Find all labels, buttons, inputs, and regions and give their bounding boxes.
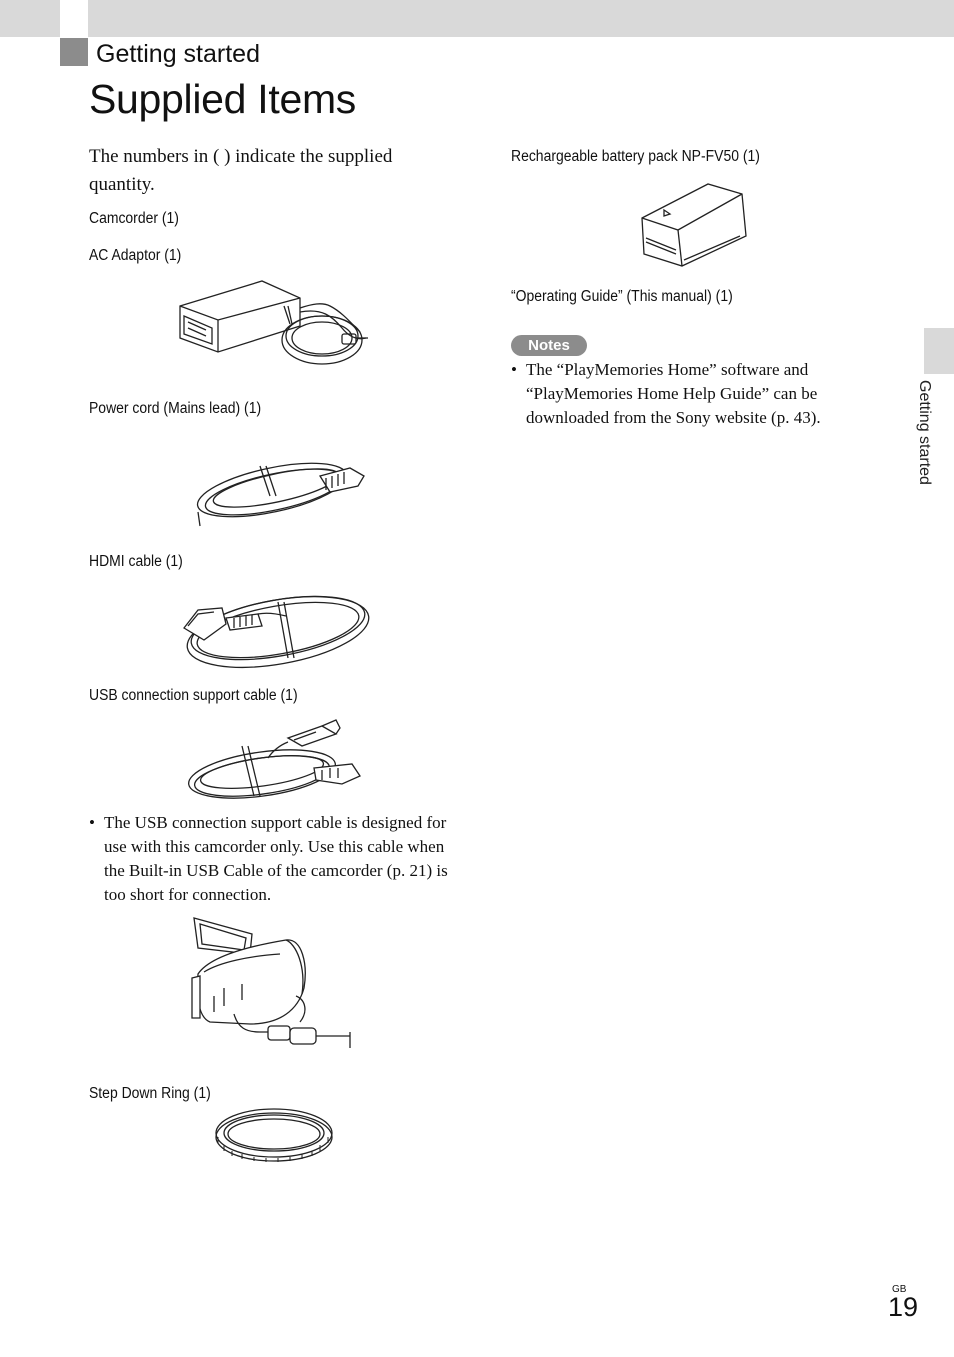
item-usb-support-cable: USB connection support cable (1): [89, 687, 298, 704]
usb-note-text: The USB connection support cable is designed for use with this camcorder only. Use this cable when the Built-in USB Cable of the camcorder (p. 21) is too short for connection.: [104, 813, 448, 904]
region-code: GB: [892, 1284, 907, 1295]
notes-item: [511, 358, 851, 430]
item-operating-guide: “Operating Guide” (This manual) (1): [511, 288, 733, 305]
section-label: Getting started: [96, 40, 260, 68]
header-bar: [0, 0, 954, 37]
item-battery-pack: Rechargeable battery pack NP-FV50 (1): [511, 148, 760, 165]
bullet-dot: •: [89, 813, 95, 832]
item-step-down-ring: Step Down Ring (1): [89, 1085, 211, 1102]
camcorder-connection-illustration: [190, 914, 355, 1054]
ac-adaptor-illustration: [172, 276, 382, 378]
usb-cable-illustration: [182, 716, 368, 806]
hdmi-cable-illustration: [178, 584, 373, 674]
intro-text: The numbers in ( ) indicate the supplied quantity.: [89, 146, 393, 195]
item-camcorder: Camcorder (1): [89, 210, 179, 227]
bullet-dot: •: [511, 360, 517, 379]
step-down-ring-illustration: [212, 1103, 336, 1167]
side-tab-label: Getting started: [916, 380, 933, 485]
notes-text: The “PlayMemories Home” software and “PlayMemories Home Help Guide” can be downloaded from the Sony website (p. 43).: [526, 360, 821, 427]
usb-note: [89, 811, 455, 907]
item-hdmi-cable: HDMI cable (1): [89, 553, 183, 570]
power-cord-illustration: [190, 440, 370, 528]
notes-badge: Notes: [511, 335, 587, 356]
item-ac-adaptor: AC Adaptor (1): [89, 247, 182, 264]
page-title: Supplied Items: [89, 76, 357, 122]
header-notch: [60, 0, 88, 37]
section-marker: [60, 38, 88, 66]
item-power-cord: Power cord (Mains lead) (1): [89, 400, 262, 417]
side-tab: [924, 328, 954, 374]
battery-illustration: [636, 178, 752, 272]
page-number: 19: [888, 1292, 919, 1322]
